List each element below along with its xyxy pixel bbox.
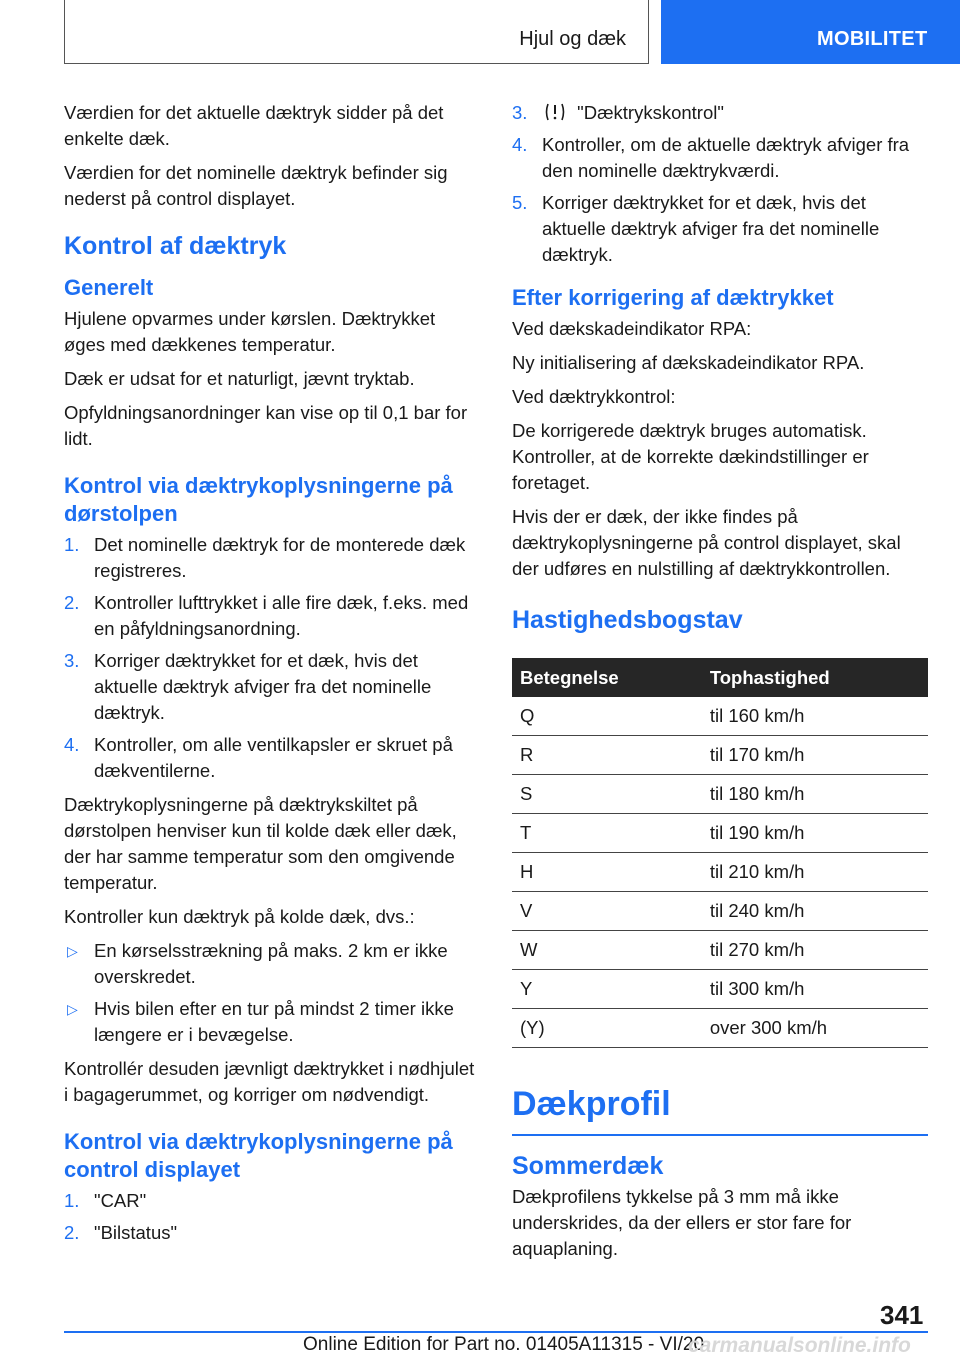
subsection-heading: Kontrol via dæktrykoplysningerne på dørstolpen (64, 473, 453, 526)
left-column (64, 100, 480, 1254)
table-cell: T (512, 814, 699, 853)
step-list (64, 1188, 480, 1246)
bullet-text: En kørselsstrækning på maks. 2 km er ikke overskredet. (94, 940, 448, 987)
step-text: "Bilstatus" (94, 1222, 178, 1243)
table-cell: R (512, 736, 699, 775)
step-number: 4. (512, 134, 528, 155)
subsection-heading: Kontrol via dæktrykoplysningerne på control displayet (64, 1129, 453, 1182)
footer-divider (64, 1331, 928, 1333)
table-row (512, 736, 928, 775)
speed-rating-table (512, 658, 928, 1048)
step-number: 2. (64, 1222, 80, 1243)
table-cell: til 270 km/h (699, 931, 928, 970)
step-item (512, 190, 928, 268)
subsection-heading: Generelt (64, 275, 154, 300)
step-number: 4. (64, 734, 80, 755)
table-cell: (Y) (512, 1009, 699, 1048)
table-header-row (512, 658, 928, 697)
table-cell: til 240 km/h (699, 892, 928, 931)
step-number: 2. (64, 592, 80, 613)
step-list (512, 100, 928, 268)
section-heading: Kontrol af dæktryk (64, 232, 287, 260)
watermark: carmanualsonline.info (688, 1334, 911, 1357)
bullet-item (64, 938, 480, 990)
table-cell: over 300 km/h (699, 1009, 928, 1048)
step-number: 3. (512, 102, 528, 123)
body-paragraph: Ved dækskadeindikator RPA: (512, 318, 752, 339)
step-list (64, 532, 480, 784)
step-item (512, 132, 928, 184)
step-text: Det nominelle dæktryk for de monterede dæk registreres. (94, 534, 466, 581)
table-row (512, 1009, 928, 1048)
table-cell: til 190 km/h (699, 814, 928, 853)
page-number: 341 (880, 1300, 924, 1330)
bullet-text: Hvis bilen efter en tur på mindst 2 timer ikke længere er i bevægelse. (94, 998, 454, 1045)
table-row (512, 970, 928, 1009)
body-paragraph: Kontroller kun dæktryk på kolde dæk, dvs.: (64, 906, 415, 927)
table-cell: V (512, 892, 699, 931)
step-text: "Dæktrykskontrol" (577, 102, 724, 123)
intro-paragraph: Værdien for det nominelle dæktryk befinder sig nederst på control displayet. (64, 162, 448, 209)
step-item (64, 590, 480, 642)
body-paragraph: Hjulene opvarmes under kørslen. Dæktrykket øges med dækkenes temperatur. (64, 308, 436, 355)
table-row (512, 892, 928, 931)
column-header: Tophastighed (699, 658, 928, 697)
body-paragraph: Dæktrykoplysningerne på dæktrykskiltet på dørstolpen henviser kun til kolde dæk eller dæk, der har samme temperatur som den omgivende temperatur. (64, 794, 457, 893)
column-header: Betegnelse (512, 658, 699, 697)
body-paragraph: Dæk er udsat for et naturligt, jævnt tryktab. (64, 368, 415, 389)
table-cell: til 180 km/h (699, 775, 928, 814)
table-row (512, 775, 928, 814)
table-cell: til 300 km/h (699, 970, 928, 1009)
step-text: "CAR" (94, 1190, 147, 1211)
table-cell: W (512, 931, 699, 970)
tire-pressure-warning-icon (544, 102, 566, 122)
intro-paragraph: Værdien for det aktuelle dæktryk sidder på det enkelte dæk. (64, 102, 444, 149)
table-cell: S (512, 775, 699, 814)
body-paragraph: Ved dæktrykkontrol: (512, 386, 676, 407)
step-item (64, 732, 480, 784)
step-text: Korriger dæktrykket for et dæk, hvis det aktuelle dæktryk afviger fra det nominelle dæktryk. (542, 192, 880, 265)
body-paragraph: Dækprofilens tykkelse på 3 mm må ikke underskrides, da der ellers er stor fare for aquaplaning. (512, 1186, 852, 1259)
body-paragraph: Kontrollér desuden jævnligt dæktrykket i nødhjulet i bagagerummet, og korriger om nødvendigt. (64, 1058, 475, 1105)
step-number: 3. (64, 650, 80, 671)
subsection-heading: Efter korrigering af dæktrykket (512, 285, 834, 310)
step-item (512, 100, 928, 126)
table-cell: til 170 km/h (699, 736, 928, 775)
step-text: Kontroller, om alle ventilkapsler er skruet på dækventilerne. (94, 734, 453, 781)
step-text: Kontroller lufttrykket i alle fire dæk, f.eks. med en påfyldningsanordning. (94, 592, 469, 639)
table-cell: H (512, 853, 699, 892)
step-number: 5. (512, 192, 528, 213)
section-heading: Sommerdæk (512, 1152, 664, 1180)
header-section-title: Hjul og dæk (519, 28, 626, 50)
chapter-heading: Dækprofil (512, 1082, 928, 1136)
table-cell: Q (512, 697, 699, 736)
step-item (64, 1188, 480, 1214)
step-item (64, 532, 480, 584)
table-row (512, 853, 928, 892)
header-chapter-tab (661, 0, 960, 64)
right-column (512, 100, 928, 1270)
triangle-bullet-icon: ▷ (67, 1001, 78, 1017)
step-item (64, 648, 480, 726)
header-chapter-title: MOBILITET (817, 28, 928, 50)
body-paragraph: Hvis der er dæk, der ikke findes på dæktrykoplysningerne på control displayet, skal der udføres en nulstilling af dæktrykkontrollen. (512, 506, 901, 579)
body-paragraph: Opfyldningsanordninger kan vise op til 0,1 bar for lidt. (64, 402, 468, 449)
body-paragraph: De korrigerede dæktryk bruges automatisk. Kontroller, at de korrekte dækindstillinger er foretaget. (512, 420, 869, 493)
table-cell: til 160 km/h (699, 697, 928, 736)
step-text: Kontroller, om de aktuelle dæktryk afviger fra den nominelle dæktrykværdi. (542, 134, 910, 181)
header-section-box (64, 0, 649, 64)
table-cell: til 210 km/h (699, 853, 928, 892)
table-row (512, 931, 928, 970)
footer-edition: Online Edition for Part no. 01405A11315 - VI/20 (303, 1334, 705, 1355)
step-number: 1. (64, 1190, 80, 1211)
table-row (512, 814, 928, 853)
bullet-item (64, 996, 480, 1048)
step-number: 1. (64, 534, 80, 555)
table-row (512, 697, 928, 736)
step-text: Korriger dæktrykket for et dæk, hvis det aktuelle dæktryk afviger fra det nominelle dæktryk. (94, 650, 432, 723)
step-item (64, 1220, 480, 1246)
section-heading: Hastighedsbogstav (512, 606, 743, 634)
body-paragraph: Ny initialisering af dækskadeindikator RPA. (512, 352, 865, 373)
triangle-bullet-icon: ▷ (67, 943, 78, 959)
bullet-list (64, 938, 480, 1048)
table-cell: Y (512, 970, 699, 1009)
